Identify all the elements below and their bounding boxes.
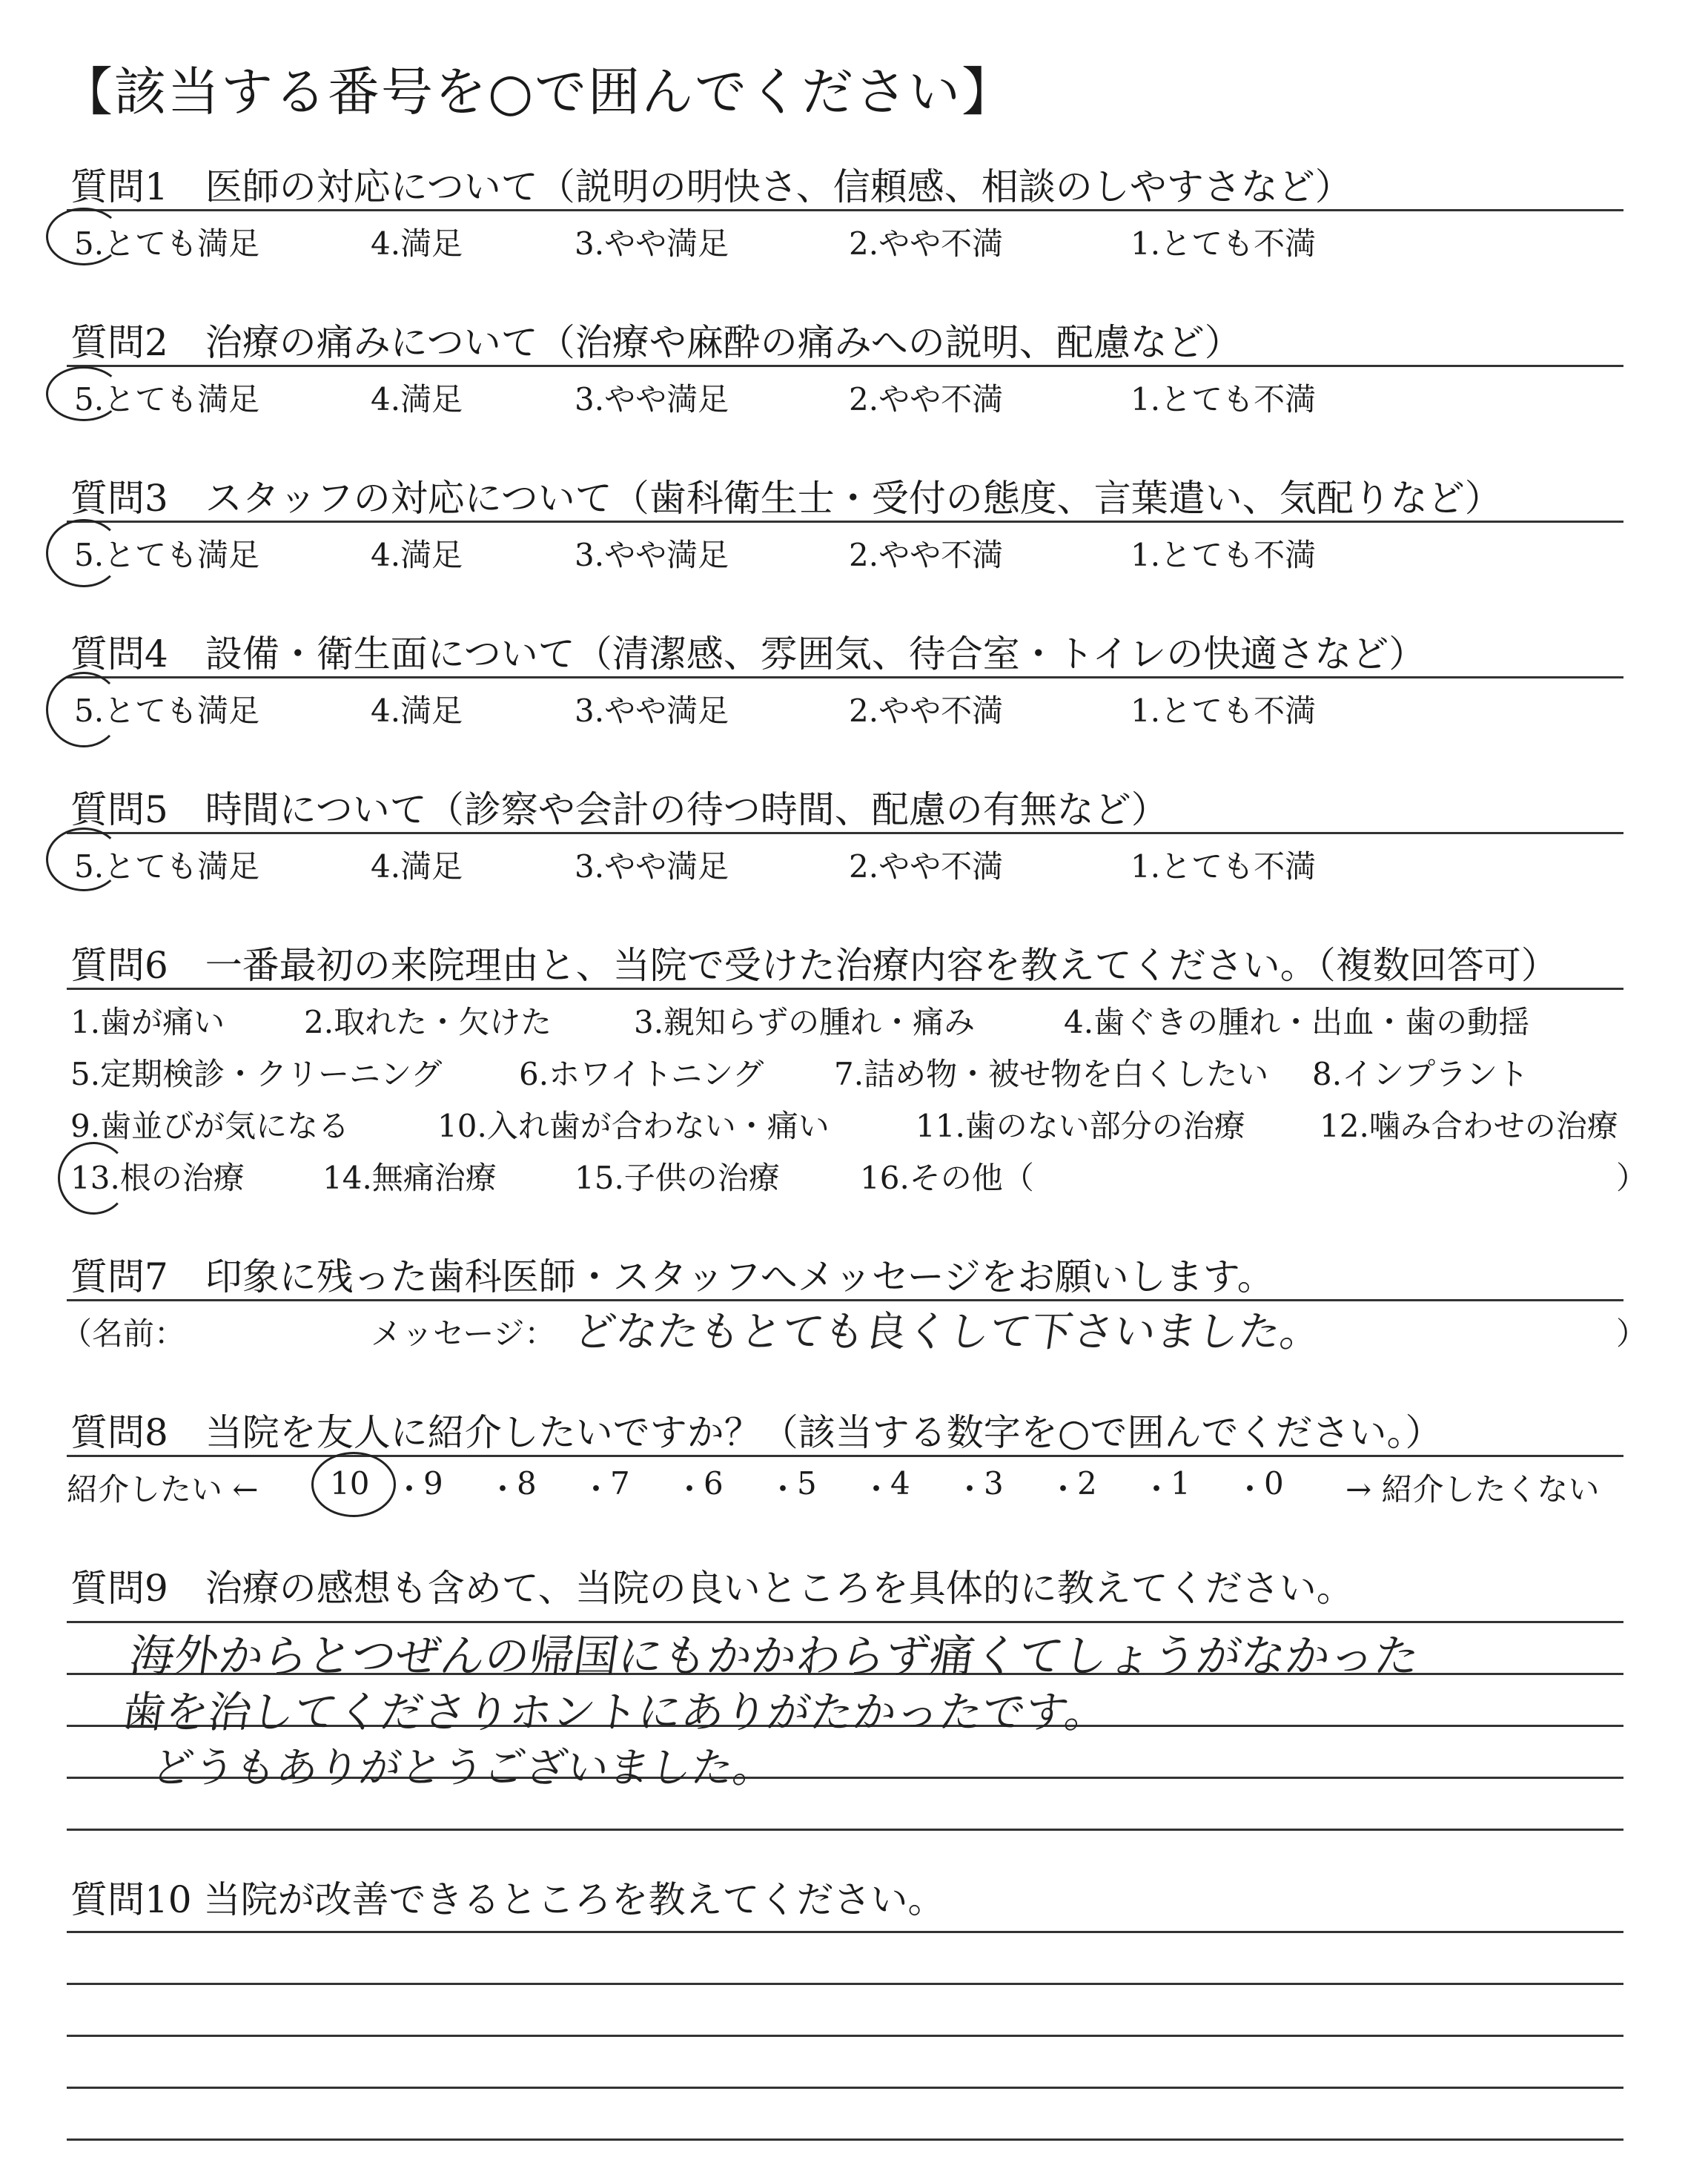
question-3: 質問3 スタッフの対応について（歯科衛生士・受付の態度、言葉遣い、気配りなど）: [70, 477, 1502, 520]
handwritten-message[interactable]: どなたもとても良くして下さいました。: [571, 1308, 1325, 1356]
q6-choice[interactable]: 8.インプラント: [1312, 1056, 1529, 1092]
q6-choice[interactable]: 9.歯並びが気になる: [70, 1108, 350, 1144]
scale-value[interactable]: 10: [330, 1465, 370, 1502]
q4-option-5[interactable]: 5.とても満足: [74, 693, 260, 729]
answer-line: [67, 2035, 1623, 2037]
q3-option-2[interactable]: 2.やや不満: [849, 537, 1004, 573]
question-1: 質問1 医師の対応について（説明の明快さ、信頼感、相談のしやすさなど）: [70, 165, 1352, 208]
answer-line: [67, 1931, 1623, 1933]
q2-option-4[interactable]: 4.満足: [371, 381, 463, 417]
recommend-left-label: 紹介したい ←: [67, 1471, 259, 1507]
scale-value[interactable]: 0: [1264, 1465, 1284, 1502]
scale-value[interactable]: 3: [984, 1465, 1004, 1502]
q6-choice[interactable]: 11.歯のない部分の治療: [916, 1108, 1245, 1144]
message-label: メッセージ：: [371, 1315, 556, 1352]
divider: [67, 521, 1623, 523]
q6-choice[interactable]: 1.歯が痛い: [70, 1004, 225, 1040]
q6-choice[interactable]: 4.歯ぐきの腫れ・出血・歯の動揺: [1064, 1004, 1530, 1040]
q4-option-3[interactable]: 3.やや満足: [575, 693, 729, 729]
q6-choice-other[interactable]: 16.その他（: [860, 1160, 1034, 1196]
q6-choice[interactable]: 15.子供の治療: [575, 1160, 780, 1196]
handwritten-answer-line-3[interactable]: どうもありがとうございました。: [148, 1744, 778, 1792]
scale-separator: ・: [1234, 1471, 1266, 1507]
question-5: 質問5 時間について（診察や会計の待つ時間、配慮の有無など）: [70, 788, 1168, 831]
q6-choice[interactable]: 13.根の治療: [70, 1160, 245, 1196]
answer-line: [67, 2087, 1623, 2089]
q4-option-2[interactable]: 2.やや不満: [849, 693, 1004, 729]
q3-option-4[interactable]: 4.満足: [371, 537, 463, 573]
q5-option-3[interactable]: 3.やや満足: [575, 848, 729, 885]
name-label: （名前：: [61, 1315, 186, 1352]
scale-separator: ・: [767, 1471, 799, 1507]
q1-option-1[interactable]: 1.とても不満: [1131, 225, 1317, 262]
q1-option-4[interactable]: 4.満足: [371, 225, 463, 262]
scale-value[interactable]: 8: [517, 1465, 537, 1502]
divider: [67, 676, 1623, 678]
question-6: 質問6 一番最初の来院理由と、当院で受けた治療内容を教えてください。（複数回答可）: [70, 944, 1558, 987]
q1-option-2[interactable]: 2.やや不満: [849, 225, 1004, 262]
q1-option-5[interactable]: 5.とても満足: [74, 225, 260, 262]
q6-choice[interactable]: 10.入れ歯が合わない・痛い: [437, 1108, 830, 1144]
q5-option-4[interactable]: 4.満足: [371, 848, 463, 885]
divider: [67, 209, 1623, 211]
question-7: 質問7 印象に残った歯科医師・スタッフへメッセージをお願いします。: [70, 1255, 1274, 1298]
q6-choice[interactable]: 6.ホワイトニング: [519, 1056, 764, 1092]
question-2: 質問2 治療の痛みについて（治療や麻酔の痛みへの説明、配慮など）: [70, 321, 1242, 364]
recommend-right-label: → 紹介したくない: [1345, 1471, 1600, 1507]
divider: [67, 988, 1623, 990]
scale-separator: ・: [861, 1471, 893, 1507]
scale-separator: ・: [580, 1471, 612, 1507]
scale-separator: ・: [487, 1471, 519, 1507]
scale-value[interactable]: 6: [704, 1465, 724, 1502]
q6-choice[interactable]: 14.無痛治療: [322, 1160, 497, 1196]
scale-value[interactable]: 7: [610, 1465, 630, 1502]
q4-option-4[interactable]: 4.満足: [371, 693, 463, 729]
scale-value[interactable]: 5: [797, 1465, 817, 1502]
scale-value[interactable]: 1: [1171, 1465, 1191, 1502]
scale-value[interactable]: 2: [1077, 1465, 1097, 1502]
q5-option-2[interactable]: 2.やや不満: [849, 848, 1004, 885]
scale-separator: ・: [954, 1471, 986, 1507]
scale-separator: ・: [674, 1471, 706, 1507]
q2-option-5[interactable]: 5.とても満足: [74, 381, 260, 417]
bracket: ）: [1616, 1160, 1648, 1196]
answer-line: [67, 2138, 1623, 2141]
divider: [67, 365, 1623, 367]
q1-option-3[interactable]: 3.やや満足: [575, 225, 729, 262]
scale-value[interactable]: 4: [890, 1465, 910, 1502]
q5-option-1[interactable]: 1.とても不満: [1131, 848, 1317, 885]
scale-separator: ・: [1141, 1471, 1173, 1507]
q2-option-3[interactable]: 3.やや満足: [575, 381, 729, 417]
handwritten-answer-line-1[interactable]: 海外からとつぜんの帰国にもかかわらず痛くてしょうがなかった: [126, 1631, 1423, 1682]
divider: [67, 832, 1623, 834]
q2-option-2[interactable]: 2.やや不満: [849, 381, 1004, 417]
q6-choice[interactable]: 7.詰め物・被せ物を白くしたい: [834, 1056, 1269, 1092]
question-4: 質問4 設備・衛生面について（清潔感、雰囲気、待合室・トイレの快適さなど）: [70, 633, 1426, 676]
q4-option-1[interactable]: 1.とても不満: [1131, 693, 1317, 729]
question-9: 質問9 治療の感想も含めて、当院の良いところを具体的に教えてください。: [70, 1567, 1354, 1610]
scale-separator: ・: [394, 1471, 426, 1507]
answer-line: [67, 1829, 1623, 1831]
q3-option-1[interactable]: 1.とても不満: [1131, 537, 1317, 573]
scale-separator: ・: [1047, 1471, 1079, 1507]
question-8: 質問8 当院を友人に紹介したいですか？（該当する数字を○で囲んでください。）: [70, 1411, 1443, 1454]
q6-choice[interactable]: 2.取れた・欠けた: [304, 1004, 552, 1040]
scale-value[interactable]: 9: [423, 1465, 443, 1502]
q6-choice[interactable]: 3.親知らずの腫れ・痛み: [634, 1004, 976, 1040]
answer-line: [67, 1983, 1623, 1985]
q2-option-1[interactable]: 1.とても不満: [1131, 381, 1317, 417]
question-10: 質問10 当院が改善できるところを教えてください。: [70, 1878, 945, 1921]
q5-option-5[interactable]: 5.とても満足: [74, 848, 260, 885]
q3-option-5[interactable]: 5.とても満足: [74, 537, 260, 573]
q6-choice[interactable]: 5.定期検診・クリーニング: [70, 1056, 443, 1092]
q6-choice[interactable]: 12.噛み合わせの治療: [1320, 1108, 1618, 1144]
q3-option-3[interactable]: 3.やや満足: [575, 537, 729, 573]
handwritten-answer-line-2[interactable]: 歯を治してくださりホントにありがたかったです。: [119, 1687, 1112, 1737]
page-title: 【該当する番号を○で囲んでください】: [61, 62, 1016, 122]
bracket: ）: [1616, 1315, 1648, 1352]
divider: [67, 1455, 1623, 1457]
